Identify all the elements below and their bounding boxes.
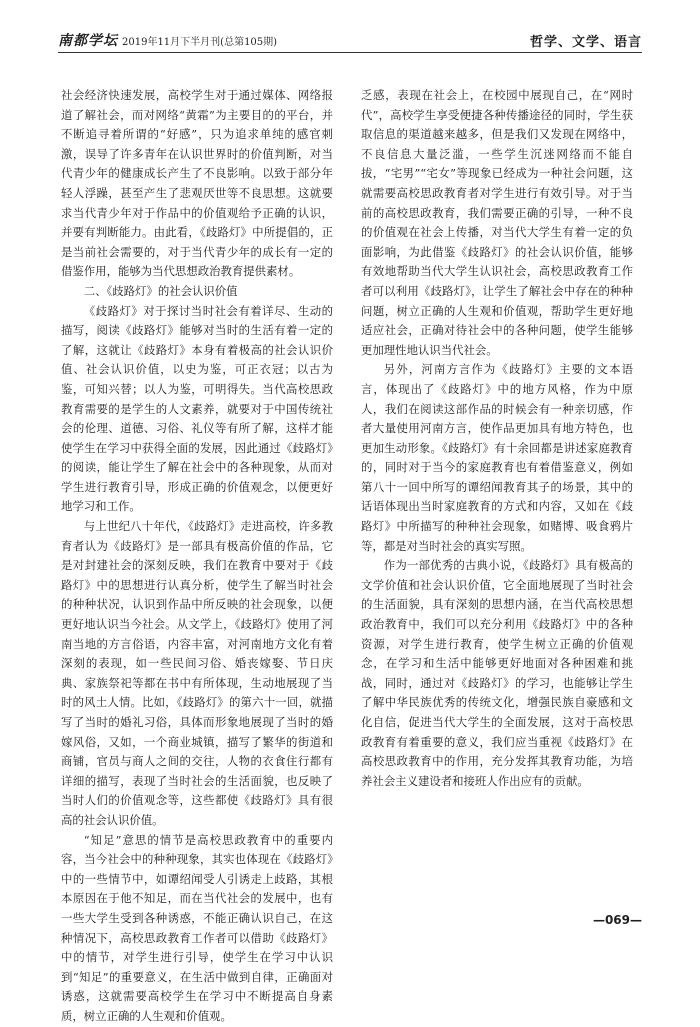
- issue-info: 2019年11月下半月刊(总第105期): [122, 37, 278, 48]
- page-number: —069—: [592, 913, 642, 927]
- paragraph: 《歧路灯》对于探讨当时社会有着详尽、生动的描写，阅读《歧路灯》能够对当时的生活有着一定的了解，这就让《歧路灯》本身有着极高的社会认识价值、社会认识价值，以史为鉴，可正衣冠；以古为鉴，可知兴替；以人为鉴，可明得失。当代高校思政教育需要的是学生的人文素养，就要对于中国传统社会的伦理、道德、习俗、礼仪等有所了解，这样才能使学生在学习中获得全面的发展，因此通过《歧路灯》的阅读，能让学生了解在社会中的各种现象，从而对学生进行教育引导，形成正确的价值观念，以便更好地学习和工作。: [61, 303, 333, 514]
- left-column: [61, 86, 333, 1023]
- page-header: [58, 26, 642, 53]
- section-title: 哲学、文学、语言: [529, 35, 642, 50]
- paragraph: 乏感，表现在社会上，在校园中展现自己，在“网时代”，高校学生享受便捷各种传播途径的同时，学生获取信息的渠道越来越多，但是我们又发现在网络中，不良信息大量泛滥，一些学生沉迷网络而不能自拔，“宅男”“宅女”等现象已经成为一种社会问题，这就需要高校思政教育者对学生进行有效引导。对于当前的高校思政教育，我们需要正确的引导，一种不良的价值观在社会上传播，对当代大学生有着一定的负面影响，为此借鉴《歧路灯》的社会认识价值，能够有效地帮助当代大学生认识社会，高校思政教育工作者可以利用《歧路灯》，让学生了解社会中存在的种种问题，树立正确的人生观和价值观，帮助学生更好地适应社会，正确对待社会中的各种问题，使学生能够更加理性地认识当代社会。: [361, 88, 633, 357]
- paragraph: 另外，河南方言作为《歧路灯》主要的文本语言，体现出了《歧路灯》中的地方风格，作为中原人，我们在阅读这部作品的时候会有一种亲切感，作者大量使用河南方言，使作品更加具有地方特色，也更加生动形象。《歧路灯》有十余回都是讲述家庭教育的，同时对于当今的家庭教育也有着借鉴意义，例如第八十一回中所写的谭绍闻教育其子的场景，其中的话语体现出当时家庭教育的方式和内容，又如在《歧路灯》中所描写的种种社会现象，如赌博、吸食鸦片等，都是对当时社会的真实写照。: [361, 362, 633, 553]
- journal-brand: 南都学坛: [58, 33, 118, 49]
- paragraph: “知足”意思的情节是高校思政教育中的重要内容，当今社会中的种种现象，其实也体现在《歧路灯》中的一些情节中，如谭绍闻受人引诱走上歧路，其根本原因在于他不知足，而在当代社会的发展中，也有一些大学生受到各种诱惑，不能正确认识自己，在这种情况下，高校思政教育工作者可以借助《歧路灯》中的情节，对学生进行引导，使学生在学习中认识到“知足”的重要意义，在生活中做到自律，正确面对诱惑，这就需要高校学生在学习中不断提高自身素质，树立正确的人生观和价值观。: [61, 832, 333, 1023]
- right-column: [361, 86, 633, 906]
- paragraph: 社会经济快速发展，高校学生对于通过媒体、网络报道了解社会，而对网络“黄霜”为主要目的的平台，并不断追寻着所谓的“好感”，只为追求单纯的感官刺激，误导了许多青年在认识世界时的价值判断，对当代青少年的健康成长产生了不良影响。以致于部分年轻人浮躁，甚至产生了悲观厌世等不良思想。这就要求当代青少年对于作品中的价值观给予正确的认识，并要有判断能力。由此看，《歧路灯》中所提倡的，正是当前社会需要的，对于当代青少年的成长有一定的借鉴作用，能够为当代思想政治教育提供素材。: [61, 88, 333, 279]
- paragraph: 作为一部优秀的古典小说，《歧路灯》具有极高的文学价值和社会认识价值，它全面地展现了当时社会的生活面貌，具有深刻的思想内涵，在当代高校思想政治教育中，我们可以充分利用《歧路灯》中的各种资源，对学生进行教育，使学生树立正确的价值观念，在学习和生活中能够更好地面对各种困难和挑战，同时，通过对《歧路灯》的学习，也能够让学生了解中华民族优秀的传统文化，增强民族自豪感和文化自信，促进当代大学生的全面发展，这对于高校思政教育有着重要的意义，我们应当重视《歧路灯》在高校思政教育中的作用，充分发挥其教育功能，为培养社会主义建设者和接班人作出应有的贡献。: [361, 558, 633, 788]
- paragraph: 与上世纪八十年代，《歧路灯》走进高校，许多教育者认为《歧路灯》是一部具有极高价值的作品，它是对封建社会的深刻反映，我们在教育中要对于《歧路灯》中的思想进行认真分析，使学生了解当时社会的种种状况，认识到作品中所反映的社会现象，以便更好地认识当今社会。从文学上，《歧路灯》使用了河南当地的方言俗语，内容丰富，对河南地方文化有着深刻的表现，如一些民间习俗、婚丧嫁娶、节日庆典、家族祭祀等都在书中有所体现，生动地展现了当时的风土人情。比如，《歧路灯》的第六十一回，就描写了当时的婚礼习俗，具体而形象地展现了当时的婚嫁风俗，又如，一个商业城镇，描写了繁华的街道和商铺，官员与商人之间的交往，人物的衣食住行都有详细的描写，表现了当时社会的生活面貌，也反映了当时人们的价值观念等，这些都使《歧路灯》具有很高的社会认识价值。: [61, 519, 333, 827]
- section-heading: 二、《歧路灯》的社会认识价值: [83, 283, 238, 298]
